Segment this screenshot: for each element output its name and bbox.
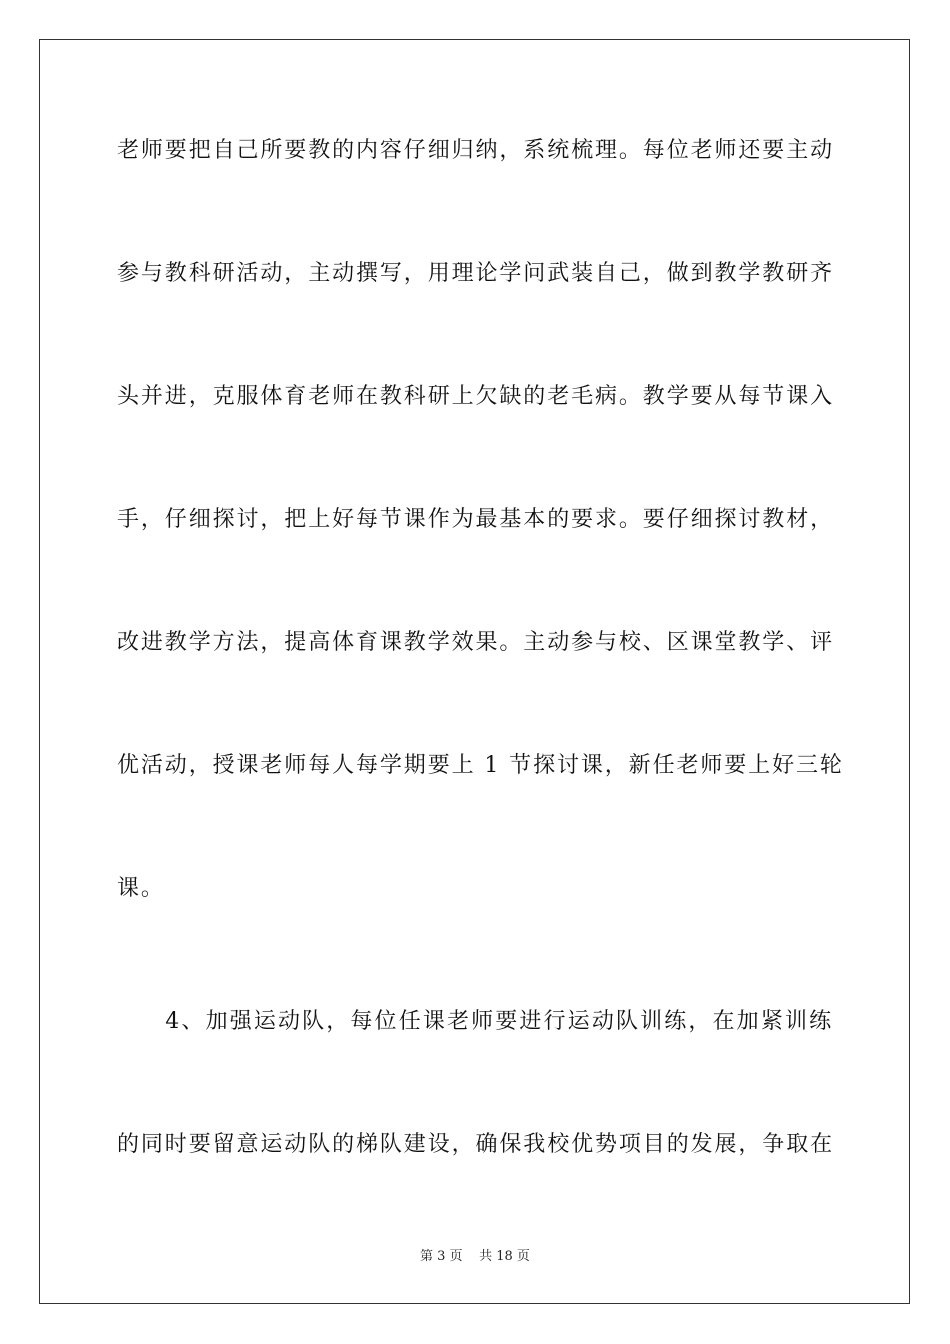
body-text-line: 4、加强运动队，每位任课老师要进行运动队训练，在加紧训练 — [117, 1009, 833, 1034]
body-text-line: 头并进，克服体育老师在教科研上欠缺的老毛病。教学要从每节课入 — [117, 384, 835, 409]
page-footer — [0, 1248, 950, 1266]
body-text-line: 参与教科研活动，主动撰写，用理论学问武装自己，做到教学教研齐 — [117, 261, 835, 286]
body-text-line: 手，仔细探讨，把上好每节课作为最基本的要求。要仔细探讨教材， — [117, 507, 835, 532]
body-text-line: 改进教学方法，提高体育课教学效果。主动参与校、区课堂教学、评 — [117, 630, 835, 655]
page-border — [39, 39, 910, 1304]
body-text-line: 优活动，授课老师每人每学期要上 1 节探讨课，新任老师要上好三轮 — [117, 753, 844, 778]
body-text-line: 的同时要留意运动队的梯队建设，确保我校优势项目的发展，争取在 — [117, 1132, 835, 1157]
body-text-line: 老师要把自己所要教的内容仔细归纳，系统梳理。每位老师还要主动 — [117, 138, 835, 163]
page-number: 第 3 页 — [420, 1249, 463, 1264]
body-text-line: 课。 — [117, 876, 165, 901]
page-total: 共 18 页 — [479, 1249, 530, 1264]
